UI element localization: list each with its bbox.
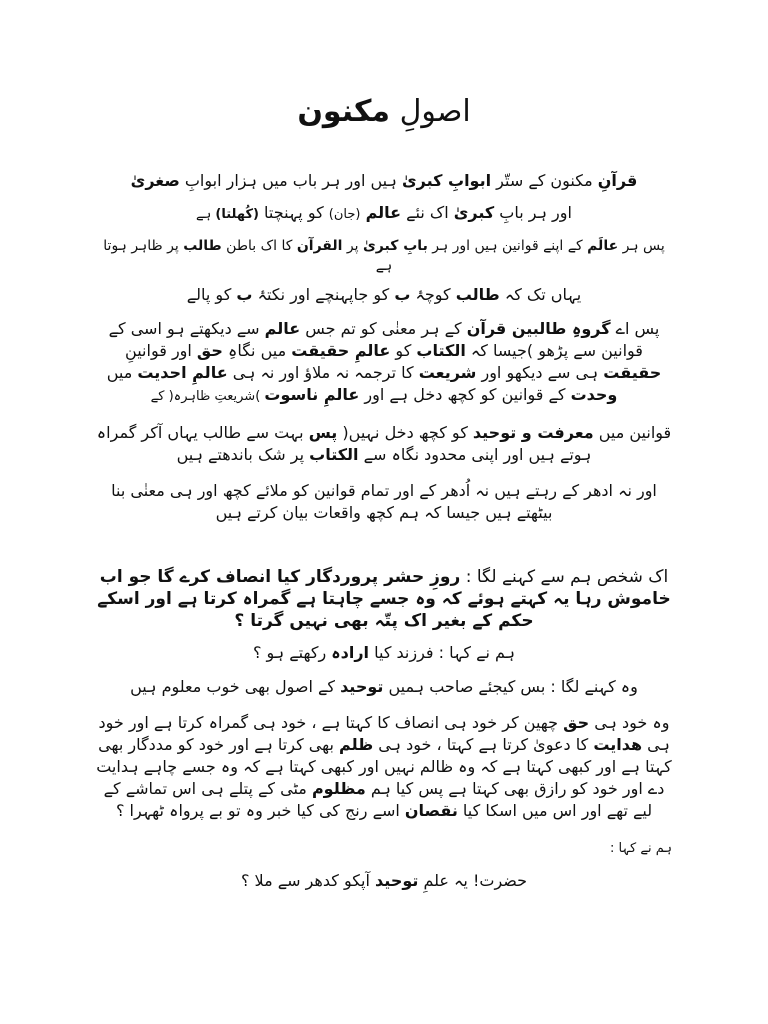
paragraph-13 xyxy=(96,870,672,892)
paragraph-3 xyxy=(96,236,672,276)
text: پس اے xyxy=(610,319,660,338)
small-text: ہم نے کہا : xyxy=(609,841,672,856)
title-bold: مکنون xyxy=(297,94,391,129)
small-text: (جان) xyxy=(328,207,361,222)
bold-text: القرآن xyxy=(296,238,343,254)
bold-text: الکتاب xyxy=(309,445,359,464)
text: کو پہنچتا xyxy=(258,203,329,222)
text: کا اک باطن xyxy=(221,238,297,254)
text: کا دعویٰ کرتا ہے کہتا ، خود ہی xyxy=(373,735,594,754)
page-title xyxy=(96,0,672,132)
paragraph-11 xyxy=(96,712,672,822)
text: مٹی کے پتلے ہی اس تماشے کے لیے تھے اور اس میں اسکا کیا xyxy=(103,779,653,820)
paragraph-6 xyxy=(96,422,672,466)
bold-text: حق xyxy=(196,341,223,360)
text: قوانین میں xyxy=(593,423,672,442)
text: پر ظاہر ہوتا ہے xyxy=(103,238,393,274)
bold-text: وحدت xyxy=(570,385,618,404)
text: کو جاپہنچے اور نکتۂ xyxy=(252,285,395,304)
text: آپکو کدھر سے ملا ؟ xyxy=(240,871,376,890)
text: کو کچھ دخل نہیں( xyxy=(337,423,473,442)
text: کے ہر معنٰی کو تم جس xyxy=(300,319,467,338)
text: حضرت! یہ علمِ xyxy=(418,871,528,890)
bold-text: ب xyxy=(236,285,253,304)
text: کے اپنے قوانین ہیں اور ہر xyxy=(427,238,588,254)
text: وہ کہنے لگا : بس کیجئے صاحب ہمیں xyxy=(383,677,638,696)
bold-text: (کُھلتا) xyxy=(215,207,259,222)
bold-text: حقیقت xyxy=(603,363,662,382)
text: مکنون کے ستّر xyxy=(491,171,598,190)
bold-text: پس xyxy=(308,423,338,442)
text: بہت سے طالب یہاں آکر گمراہ ہوتے ہیں اور اپنی محدود نگاہ سے xyxy=(96,423,592,464)
text: اک شخص ہم سے کہنے لگا : xyxy=(460,567,669,587)
text: وہ خود ہی xyxy=(589,713,670,732)
text: اور ہر بابِ xyxy=(494,203,572,222)
text: اک نئے xyxy=(401,203,454,222)
text: میں نگاہِ xyxy=(222,341,292,360)
text: ہم نے کہا : فرزند کیا xyxy=(369,643,516,662)
text: میں xyxy=(106,363,138,382)
bold-text: نقصان xyxy=(404,801,458,820)
bold-text: عالمِ حقیقت xyxy=(291,341,391,360)
text: سے دیکھتے ہو اسی کے قوانین سے پڑھو )جیسا کہ xyxy=(108,319,643,360)
paragraph-5 xyxy=(96,318,672,408)
text: یہاں تک کہ xyxy=(499,285,582,304)
bold-text: توحید xyxy=(375,871,419,890)
paragraph-7 xyxy=(96,480,672,524)
text: کا ترجمہ نہ ملاؤ اور نہ ہی xyxy=(227,363,419,382)
text: رکھتے ہو ؟ xyxy=(252,643,332,662)
bold-text: قرآنِ xyxy=(597,171,638,190)
bold-text: حق xyxy=(563,713,590,732)
bold-text: ھدایت xyxy=(593,735,643,754)
paragraph-9 xyxy=(96,642,672,664)
bold-text: عالمِ ناسوت xyxy=(264,385,360,404)
text: اسے رنج کی کیا خبر وہ تو بے پرواہ ٹھہرا ؟ xyxy=(115,801,405,820)
text: پر شک باندھتے ہیں xyxy=(176,445,310,464)
bold-text: طالب xyxy=(455,285,500,304)
bold-text: الکتاب xyxy=(416,341,466,360)
bold-text: توحید xyxy=(340,677,384,696)
text: چھین کر خود ہی انصاف کا کہتا ہے ، خود ہی گمراہ کرتا ہے اور خود ہی xyxy=(98,713,670,754)
paragraph-8 xyxy=(96,566,672,632)
bold-text: ابوابِ کبریٰ xyxy=(401,171,492,190)
paragraph-2 xyxy=(96,202,672,226)
text: پس ہر xyxy=(618,238,665,254)
bold-text: عالمِ احدیت xyxy=(137,363,228,382)
text: بھی کرتا ہے اور خود کو مددگار بھی کہتا ہے اور کبھی کہتا ہے کہ وہ ظالم نہیں اور کبھی کہتا ہے کہ وہ جسے چاہے ہدایت دے اور خود کو رازق بھی کہتا ہے پس کیا ہم xyxy=(96,735,672,798)
text: ہیں اور ہر باب میں ہزار ابوابِ xyxy=(179,171,402,190)
bold-text: ظلم xyxy=(339,735,374,754)
small-text: ہے xyxy=(196,207,216,222)
bold-text: بابِ کبریٰ xyxy=(362,238,428,254)
text: اور نہ ادھر کے رہتے ہیں نہ اُدھر کے اور تمام قوانین کو ملائے کچھ اور ہی معنٰی بنا بیٹھتے ہیں جیسا کہ ہم کچھ واقعات بیان کرتے ہیں xyxy=(111,481,657,522)
paragraph-4 xyxy=(96,284,672,306)
bold-text: روزِ حشر پروردگار کیا انصاف کرے گا جو اب خاموش رہا یہ کہتے ہوئے کہ وہ جسے چاہتا ہے گمراہ کرتا ہے اور اسکے حکم کے بغیر اک پتّہ بھی نہیں گرتا ؟ xyxy=(97,567,671,631)
title-plain: اصولِ xyxy=(399,94,471,129)
text: پر xyxy=(342,238,363,254)
bold-text: عالَم xyxy=(587,238,619,254)
bold-text: عالم xyxy=(264,319,301,338)
bold-text: مظلوم xyxy=(311,779,366,798)
paragraph-1 xyxy=(96,170,672,192)
bold-text: صغریٰ xyxy=(130,171,180,190)
text: کے اصول بھی خوب معلوم ہیں xyxy=(130,677,341,696)
bold-text: عالم xyxy=(365,203,402,222)
text: کے قوانین کو کچھ دخل ہے اور xyxy=(359,385,571,404)
bold-text: طالب xyxy=(183,238,222,254)
paragraph-12 xyxy=(96,836,672,860)
bold-text: شریعت xyxy=(418,363,477,382)
paragraph-10 xyxy=(96,676,672,698)
text: کو پالے xyxy=(186,285,237,304)
text: ہی سے دیکھو اور xyxy=(476,363,604,382)
bold-text: کبریٰ xyxy=(453,203,495,222)
bold-text: ارادہ xyxy=(331,643,370,662)
text: کو xyxy=(390,341,417,360)
small-text: )شریعتِ ظاہرہ( کے xyxy=(150,389,265,404)
bold-text: معرفت و توحید xyxy=(472,423,594,442)
text: کوچۂ xyxy=(410,285,456,304)
bold-text: گروہِ طالبین قرآن xyxy=(466,319,611,338)
bold-text: ب xyxy=(394,285,411,304)
text: اور قوانینِ xyxy=(125,341,197,360)
